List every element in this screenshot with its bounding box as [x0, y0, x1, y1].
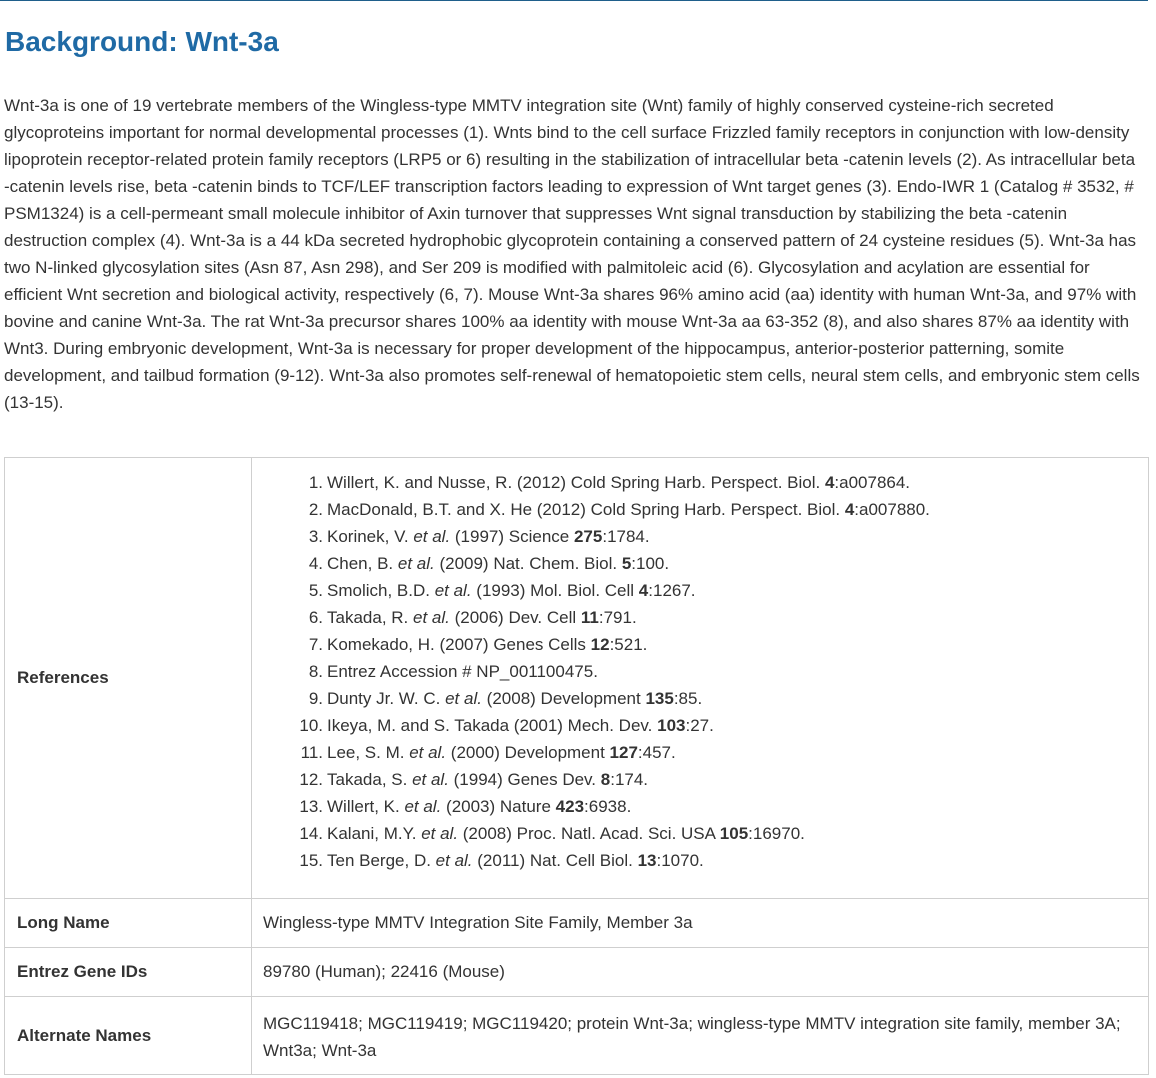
reference-source: (2011) Nat. Cell Biol.: [472, 851, 638, 870]
long-name-label: Long Name: [5, 899, 252, 948]
long-name-value: Wingless-type MMTV Integration Site Family, Member 3a: [252, 899, 1149, 948]
reference-number: 11.: [300, 743, 323, 762]
reference-authors: Willert, K.: [327, 797, 405, 816]
reference-number: 9.: [308, 689, 323, 708]
reference-pages: :174.: [610, 770, 649, 789]
reference-item: [263, 685, 1137, 712]
reference-volume: 127: [609, 743, 638, 762]
reference-etal: et al.: [413, 527, 451, 546]
reference-pages: :457.: [637, 743, 676, 762]
reference-etal: et al.: [412, 770, 449, 789]
reference-pages: :791.: [598, 608, 637, 627]
entrez-value: 89780 (Human); 22416 (Mouse): [252, 948, 1149, 997]
reference-volume: 105: [719, 824, 749, 843]
reference-volume: 103: [657, 716, 686, 735]
reference-source: (1993) Mol. Biol. Cell: [471, 581, 639, 600]
reference-number: 15.: [299, 851, 323, 870]
reference-number: 4.: [308, 554, 323, 573]
reference-number: 1.: [308, 473, 323, 492]
alternate-names-value: [252, 997, 1149, 1075]
reference-authors: Chen, B.: [327, 554, 398, 573]
reference-item: [263, 712, 1137, 739]
reference-number: 14.: [299, 824, 323, 843]
reference-volume: 423: [555, 797, 585, 816]
entrez-label: Entrez Gene IDs: [5, 948, 252, 997]
reference-volume: 13: [637, 851, 657, 870]
reference-volume: 4: [824, 473, 835, 492]
reference-etal: et al.: [421, 824, 459, 843]
reference-item: [263, 793, 1137, 820]
reference-source: (2008) Development: [481, 689, 646, 708]
reference-item: [263, 604, 1137, 631]
reference-source: (2003) Nature: [441, 797, 556, 816]
section-title: Background: Wnt-3a: [5, 26, 279, 57]
references-label: References: [5, 458, 252, 899]
reference-source: (2012) Cold Spring Harb. Perspect. Biol.: [512, 473, 825, 492]
reference-source: (1994) Genes Dev.: [448, 770, 601, 789]
reference-authors: Ten Berge, D.: [327, 851, 436, 870]
reference-number: 5.: [308, 581, 323, 600]
reference-authors: MacDonald, B.T. and X. He: [327, 500, 533, 519]
reference-authors: Smolich, B.D.: [327, 581, 435, 600]
reference-number: 3.: [308, 527, 323, 546]
reference-authors: Komekado, H.: [327, 635, 435, 654]
intro-paragraph: Wnt-3a is one of 19 vertebrate members of the Wingless-type MMTV integration site (Wnt) family of highly conserved cysteine-rich secreted glycoproteins important for normal developmental processes (1). Wnts bind to the cell surface Frizzled family receptors in conjunction with low-density lipoprotein receptor-related protein family receptors (LRP5 or 6) resulting in the stabilization of intracellular beta -catenin levels (2). As intracellular beta -catenin levels rise, beta -catenin binds to TCF/LEF transcription factors leading to expression of Wnt target genes (3). Endo-IWR 1 (Catalog # 3532, # PSM1324) is a cell-permeant small molecule inhibitor of Axin turnover that suppresses Wnt signal transduction by stabilizing the beta -catenin destruction complex (4). Wnt-3a is a 44 kDa secreted hydrophobic glycoprotein containing a conserved pattern of 24 cysteine residues (5). Wnt-3a has two N-linked glycosylation sites (Asn 87, Asn 298), and Ser 209 is modified with palmitoleic acid (6). Glycosylation and acylation are essential for efficient Wnt secretion and biological activity, respectively (6, 7). Mouse Wnt-3a shares 96% amino acid (aa) identity with human Wnt-3a, and 97% with bovine and canine Wnt-3a. The rat Wnt-3a precursor shares 100% aa identity with mouse Wnt-3a aa 63-352 (8), and also shares 87% aa identity with Wnt3. During embryonic development, Wnt-3a is necessary for proper development of the hippocampus, anterior-posterior patterning, somite development, and tailbud formation (9-12). Wnt-3a also promotes self-renewal of hematopoietic stem cells, neural stem cells, and embryonic stem cells (13-15).: [4, 96, 1140, 412]
reference-volume: 4: [844, 500, 855, 519]
reference-source: (2001) Mech. Dev.: [509, 716, 658, 735]
reference-item: [263, 523, 1137, 550]
reference-pages: :a007864.: [834, 473, 911, 492]
reference-item: [263, 496, 1137, 523]
reference-etal: et al.: [413, 608, 450, 627]
reference-etal: et al.: [409, 743, 447, 762]
reference-pages: :1267.: [648, 581, 696, 600]
reference-pages: :16970.: [748, 824, 805, 843]
reference-pages: :a007880.: [854, 500, 930, 519]
reference-source: (1997) Science: [450, 527, 574, 546]
reference-item: [263, 550, 1137, 577]
reference-etal: et al.: [404, 797, 442, 816]
table-row-alternate-names: [5, 997, 1149, 1075]
reference-number: 10.: [299, 716, 323, 735]
reference-pages: :27.: [685, 716, 714, 735]
reference-etal: et al.: [435, 851, 473, 870]
reference-number: 12.: [299, 770, 323, 789]
reference-volume: 5: [621, 554, 632, 573]
reference-item: [263, 766, 1137, 793]
table-row-references: [5, 458, 1149, 899]
reference-source: (2008) Proc. Natl. Acad. Sci. USA: [458, 824, 720, 843]
reference-volume: 12: [590, 635, 610, 654]
reference-authors: Takada, R.: [327, 608, 413, 627]
reference-number: 13.: [299, 797, 323, 816]
reference-pages: :1070.: [656, 851, 704, 870]
reference-item: [263, 631, 1137, 658]
references-cell: [252, 458, 1149, 899]
reference-authors: Dunty Jr. W. C.: [327, 689, 446, 708]
reference-volume: 11: [580, 608, 599, 627]
reference-source: (2009) Nat. Chem. Biol.: [434, 554, 622, 573]
reference-item: [263, 577, 1137, 604]
reference-number: 6.: [308, 608, 323, 627]
reference-volume: 8: [600, 770, 611, 789]
reference-number: 8.: [308, 662, 323, 681]
reference-source: (2012) Cold Spring Harb. Perspect. Biol.: [532, 500, 845, 519]
reference-authors: Kalani, M.Y.: [327, 824, 422, 843]
reference-item: [263, 658, 1137, 685]
reference-authors: Entrez Accession # NP_001100475.: [327, 662, 598, 681]
reference-item: [263, 739, 1137, 766]
top-divider: [0, 0, 1148, 1]
reference-volume: 4: [638, 581, 649, 600]
reference-etal: et al.: [397, 554, 435, 573]
reference-source: (2007) Genes Cells: [434, 635, 591, 654]
reference-pages: :100.: [631, 554, 670, 573]
reference-number: 7.: [308, 635, 323, 654]
alternate-names-label: Alternate Names: [5, 997, 252, 1075]
reference-volume: 275: [573, 527, 603, 546]
info-table: [4, 457, 1149, 1075]
alternate-names-text: MGC119418; MGC119419; MGC119420; protein Wnt-3a; wingless-type MMTV integration site family, member 3A; Wnt3a; Wnt-3a: [263, 1013, 1121, 1060]
reference-authors: Takada, S.: [327, 770, 413, 789]
reference-volume: 135: [645, 689, 674, 708]
reference-item: [263, 469, 1137, 496]
reference-pages: :85.: [673, 689, 703, 708]
reference-etal: et al.: [445, 689, 482, 708]
reference-source: (2006) Dev. Cell: [449, 608, 581, 627]
table-row-entrez: [5, 948, 1149, 997]
references-list: [263, 458, 1137, 874]
reference-etal: et al.: [434, 581, 472, 600]
reference-number: 2.: [308, 500, 323, 519]
reference-source: (2000) Development: [446, 743, 610, 762]
table-row-long-name: [5, 899, 1149, 948]
reference-item: [263, 847, 1137, 874]
reference-authors: Willert, K. and Nusse, R.: [327, 473, 513, 492]
reference-pages: :1784.: [602, 527, 650, 546]
reference-pages: :6938.: [584, 797, 632, 816]
reference-authors: Lee, S. M.: [327, 743, 410, 762]
reference-item: [263, 820, 1137, 847]
reference-pages: :521.: [609, 635, 648, 654]
reference-authors: Ikeya, M. and S. Takada: [327, 716, 510, 735]
reference-authors: Korinek, V.: [327, 527, 414, 546]
